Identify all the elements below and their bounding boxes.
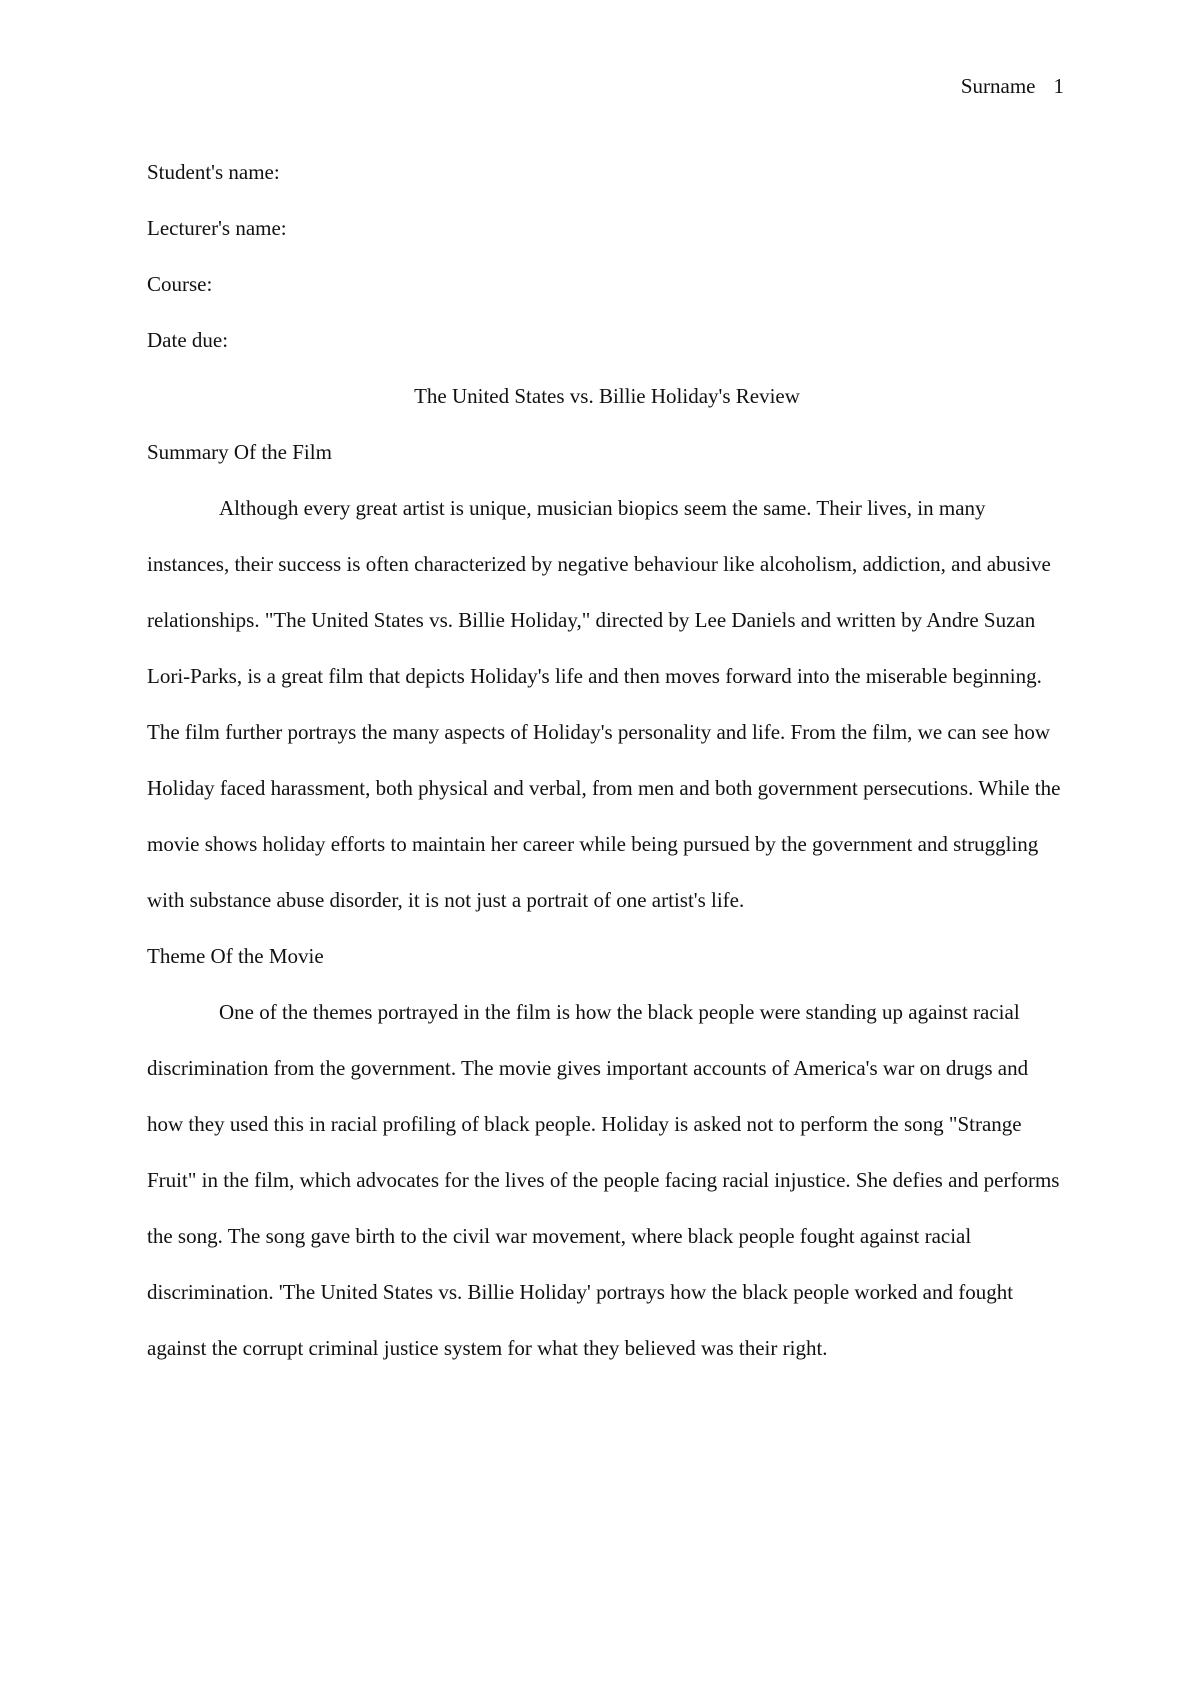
document-body (147, 144, 1067, 1376)
theme-paragraph: One of the themes portrayed in the film is how the black people were standing up against racial discrimination from the government. The movie gives important accounts of America's war on drugs and how they used this in racial profiling of black people. Holiday is asked not to perform the song "Strange Fruit" in the film, which advocates for the lives of the people facing racial injustice. She defies and performs the song. The song gave birth to the civil war movement, where black people fought against racial discrimination. 'The United States vs. Billie Holiday' portrays how the black people worked and fought against the corrupt criminal justice system for what they believed was their right. (147, 1000, 1060, 1360)
summary-paragraph: Although every great artist is unique, musician biopics seem the same. Their lives, in many instances, their success is often characterized by negative behaviour like alcoholism, addiction, and abusive relationships. "The United States vs. Billie Holiday," directed by Lee Daniels and written by Andre Suzan Lori-Parks, is a great film that depicts Holiday's life and then moves forward into the miserable beginning. The film further portrays the many aspects of Holiday's personality and life. From the film, we can see how Holiday faced harassment, both physical and verbal, from men and both government persecutions. While the movie shows holiday efforts to maintain her career while being pursued by the government and struggling with substance abuse disorder, it is not just a portrait of one artist's life. (147, 496, 1061, 912)
lecturer-name-line: Lecturer's name: (147, 216, 287, 240)
section-heading-theme: Theme Of the Movie (147, 944, 324, 968)
section-heading-summary: Summary Of the Film (147, 440, 332, 464)
date-due-line: Date due: (147, 328, 229, 352)
document-title: The United States vs. Billie Holiday's Review (414, 384, 800, 408)
course-line: Course: (147, 272, 213, 296)
student-name-line: Student's name: (147, 160, 280, 184)
page-number: 1 (1053, 74, 1064, 98)
header-surname: Surname (960, 74, 1036, 98)
running-header (961, 72, 1064, 100)
